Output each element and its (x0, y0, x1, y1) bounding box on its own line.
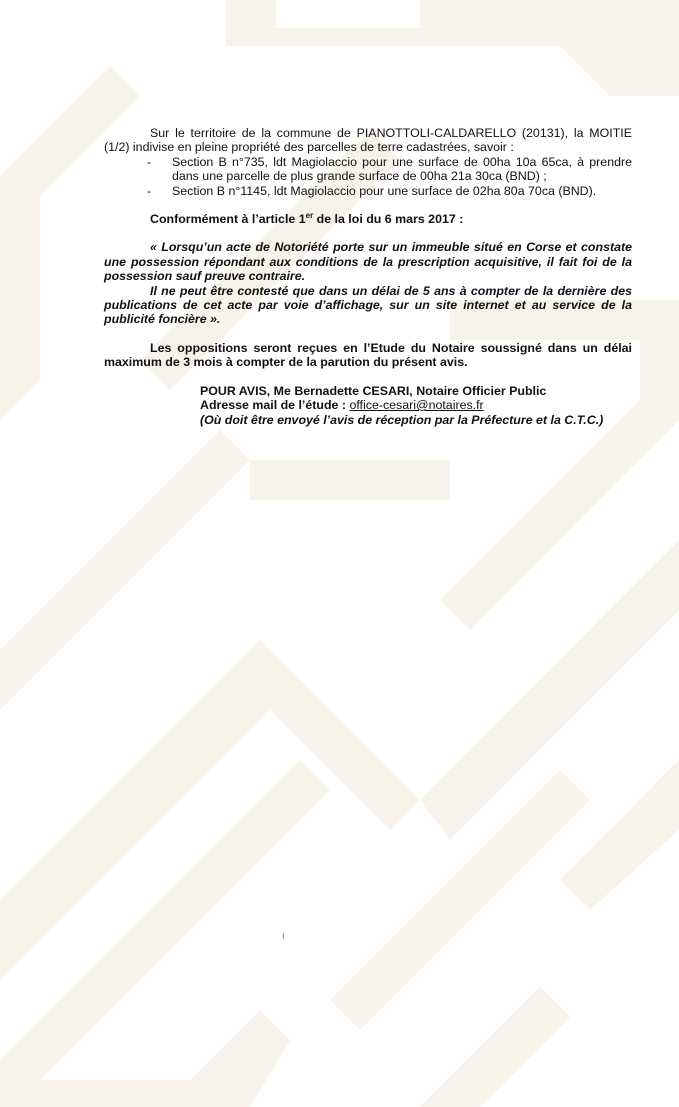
quote-paragraph-2: Il ne peut être contesté que dans un délai de 5 ans à compter de la dernière des publications de cet acte par voie d’affichage, sur un site internet et au service de la publicité foncière ». (104, 283, 632, 327)
signature-line: POUR AVIS, Me Bernadette CESARI, Notaire Officier Public (200, 383, 547, 398)
law-heading (104, 212, 632, 226)
law-heading-text: Conformément à l’article 1 (150, 212, 306, 227)
parcel-list (104, 155, 632, 198)
stray-mark (283, 933, 286, 939)
email-label: Adresse mail de l’étude : (200, 398, 350, 413)
reception-note: (Où doit être envoyé l’avis de réception par la Préfecture et la C.T.C.) (200, 412, 604, 427)
list-dash: - (147, 183, 152, 198)
oppositions-paragraph: Les oppositions seront reçues en l’Etude du Notaire soussigné dans un délai maximum de 3 mois à compter de la parution du présent avis. (104, 340, 632, 370)
parcel-text: Section B n°1145, ldt Magiolaccio pour une surface de 02ha 80a 70ca (BND). (172, 183, 597, 198)
list-dash: - (147, 154, 152, 169)
email-link[interactable]: office-cesari@notaires.fr (349, 398, 484, 413)
signature-block (200, 384, 632, 427)
list-item (104, 155, 632, 184)
quote-paragraph-1: « Lorsqu’un acte de Notoriété porte sur un immeuble situé en Corse et constate une possession répondant aux conditions de la prescription acquisitive, il fait foi de la possession sauf preuve contraire. (104, 240, 632, 284)
email-line (200, 398, 632, 412)
commune-paragraph: Sur le territoire de la commune de PIANOTTOLI-CALDARELLO (20131), la MOITIE (1/2) indivise en pleine propriété des parcelles de terre cadastrées, savoir : (104, 126, 632, 155)
notice-body (104, 126, 632, 427)
law-superscript: er (305, 210, 314, 220)
parcel-text: Section B n°735, ldt Magiolaccio pour une surface de 00ha 10a 65ca, à prendre dans une parcelle de plus grande surface de 00ha 21a 30ca (BND) ; (172, 154, 632, 184)
law-heading-rest: de la loi du 6 mars 2017 : (313, 212, 464, 227)
list-item (104, 184, 632, 198)
